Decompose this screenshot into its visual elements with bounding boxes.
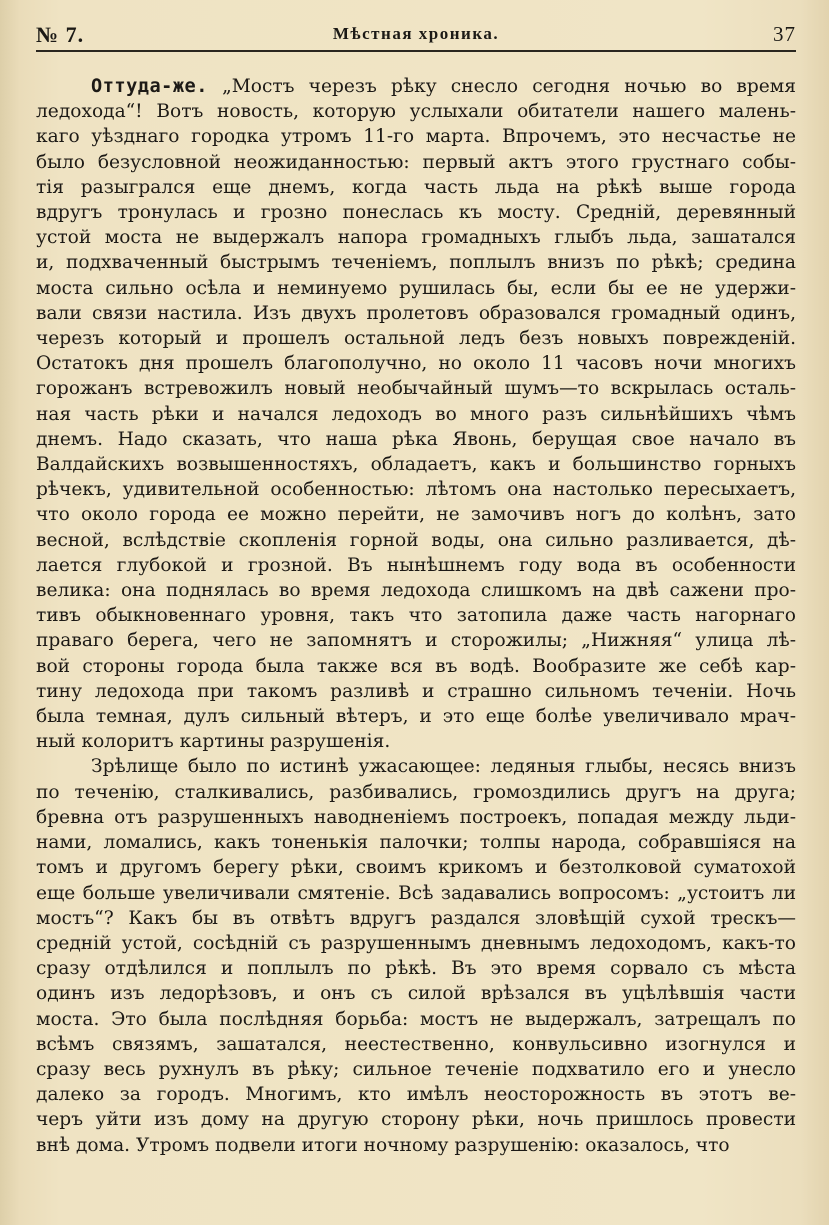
text-line: была темная, дулъ сильный вѣтеръ, и это еще болѣе увеличивало мрач- [36,706,796,728]
issue-number: № 7. [36,22,85,47]
text-line: ная часть рѣки и начался ледоходъ во много разъ сильнѣйшихъ чѣмъ [36,403,796,425]
text-line: ный колоритъ картины разрушенія. [36,731,391,753]
text-line: внѣ дома. Утромъ подвели итоги ночному разрушенію: оказалось, что [36,1134,730,1156]
text-line: лается глубокой и грозной. Въ нынѣшнемъ году вода въ особенности [36,554,796,576]
text-line: днемъ. Надо сказать, что наша рѣка Явонь, берущая свое начало въ [36,428,796,450]
text-line: далеко за городъ. Многимъ, кто имѣлъ неосторожность въ этотъ ве- [36,1084,796,1106]
text-line: моста сильно осѣла и неминуемо рушилась бы, если бы ее не удержи- [36,277,796,299]
text-line: ледохода“! Вотъ новость, которую услыхали обитатели нашего малень- [36,101,796,123]
text-line: тину ледохода при такомъ разливѣ и страшно сильномъ теченіи. Ночь [36,680,796,702]
text-line: Зрѣлище было по истинѣ ужасающее: ледяныя глыбы, несясь внизъ [91,756,796,778]
paragraph-2 [36,754,796,1157]
running-title: Мѣстная хроника. [332,24,500,43]
text-line: Валдайскихъ возвышенностяхъ, обладаетъ, какъ и большинство горныхъ [36,454,796,476]
text-line: Остатокъ дня прошелъ благополучно, но около 11 часовъ ночи многихъ [36,353,796,375]
text-line: праваго берега, чего не запомнятъ и сторожилы; „Нижняя“ улица лѣ- [36,630,796,652]
text-line: устой моста не выдержалъ напора громадныхъ глыбъ льда, зашатался [36,227,796,249]
paragraph-1 [36,74,796,754]
text-span: „Мостъ черезъ рѣку снесло сегодня ночью во время [207,76,796,97]
text-line: тія разыгрался еще днемъ, когда часть льда на рѣкѣ выше города [36,176,796,198]
text-line: нами, ломались, какъ тоненькія палочки; толпы народа, собравшіяся на [36,832,796,854]
text-line: по теченію, сталкивались, разбивались, громоздились другъ на друга; [36,781,796,803]
text-line: черъ уйти изъ дому на другую сторону рѣки, ночь пришлось провести [36,1109,796,1131]
text-line: одинъ изъ ледорѣзовъ, и онъ съ силой врѣзался въ уцѣлѣвшія части [36,983,796,1005]
article-body [36,74,796,1158]
text-line: сразу отдѣлился и поплылъ по рѣкѣ. Въ это время сорвало съ мѣста [36,958,796,980]
header-rule [36,50,796,52]
text-line: черезъ который и прошелъ остальной ледъ безъ новыхъ поврежденій. [36,328,796,350]
text-line: вдругъ тронулась и грозно понеслась къ мосту. Средній, деревянный [36,202,796,224]
text-line: сразу весь рухнулъ въ рѣку; сильное теченіе подхватило его и унесло [36,1058,796,1080]
text-line: тивъ обыкновеннаго уровня, такъ что затопила даже часть нагорнаго [36,605,796,627]
text-line: бревна отъ разрушенныхъ наводненіемъ построекъ, попадая между льди- [36,806,796,828]
text-line: средній устой, сосѣдній съ разрушеннымъ дневнымъ ледоходомъ, какъ-то [36,932,796,954]
page-header [36,20,796,48]
text-line: было безусловной неожиданностью: первый актъ этого грустнаго собы- [36,151,796,173]
paragraph-1-lines [36,99,796,754]
text-line: и, подхваченный быстрымъ теченіемъ, поплылъ внизъ по рѣкѣ; средина [36,252,796,274]
text-line [36,74,796,99]
text-line: вали связи настила. Изъ двухъ пролетовъ образовался громадный одинъ, [36,302,796,324]
text-line: томъ и другомъ берегу рѣки, своимъ крикомъ и безтолковой суматохой [36,857,796,879]
text-line: мостъ“? Какъ бы въ отвѣтъ вдругъ раздался зловѣщій сухой трескъ— [36,907,796,929]
text-line: велика: она поднялась во время ледохода слишкомъ на двѣ сажени про- [36,580,796,602]
text-line: каго уѣзднаго городка утромъ 11-го марта. Впрочемъ, это несчастье не [36,126,796,148]
text-line: вой стороны города была также вся въ водѣ. Вообразите же себѣ кар- [36,655,796,677]
text-line: что около города ее можно перейти, не замочивъ ногъ до колѣнъ, зато [36,504,796,526]
text-line: горожанъ встревожилъ новый необычайный шумъ—то вскрылась осталь- [36,378,796,400]
page-number: 37 [773,22,796,46]
text-line: еще больше увеличивали смятеніе. Всѣ задавались вопросомъ: „устоитъ ли [36,882,796,904]
text-line: рѣчекъ, удивительной особенностью: лѣтомъ она настолько пересыхаетъ, [36,479,796,501]
text-line: весной, вслѣдствіе скопленія горной воды, она сильно разливается, дѣ- [36,529,796,551]
lead-in: Оттуда-же. [91,76,208,97]
text-line: всѣмъ связямъ, зашатался, неестественно, конвульсивно изогнулся и [36,1033,796,1055]
text-line: моста. Это была послѣдняя борьба: мостъ не выдержалъ, затрещалъ по [36,1008,796,1030]
